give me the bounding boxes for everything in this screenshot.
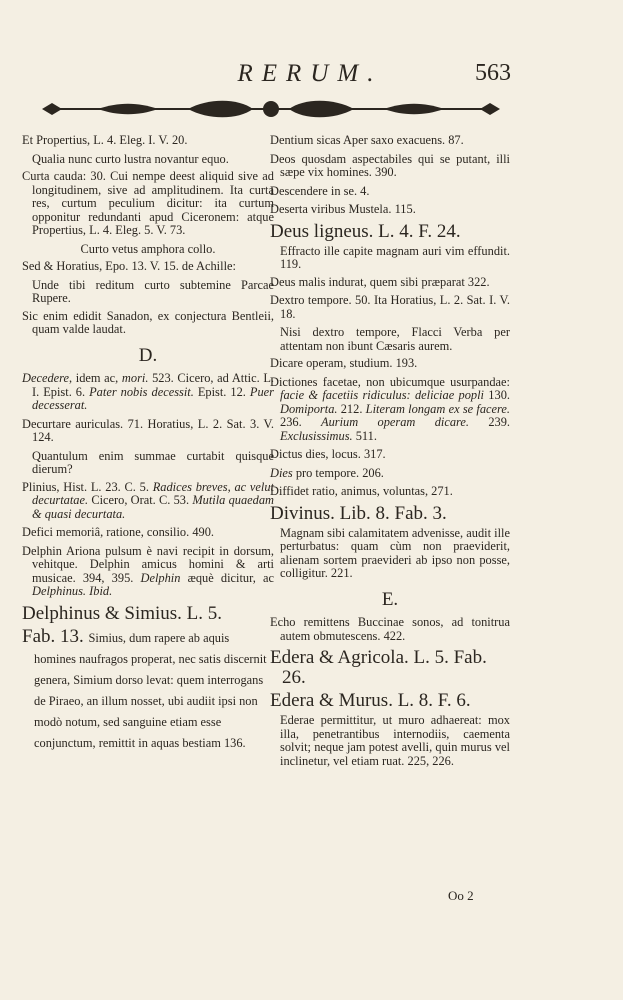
running-head: RERUM. bbox=[237, 60, 383, 87]
fable-heading bbox=[22, 627, 274, 753]
entry-text: 523. Cicero, ad Attic. L. I. Epist. 6. bbox=[32, 371, 274, 399]
entry: Sed & Horatius, Epo. 13. V. 15. de Achille: bbox=[22, 259, 236, 273]
entry-text: 236. bbox=[280, 415, 322, 429]
fable-number: Fab. 13. bbox=[22, 625, 84, 647]
entry-italic: Delphinus. bbox=[32, 584, 87, 598]
entry-text: Cicero, Orat. C. 53. bbox=[88, 493, 193, 507]
fable-heading: Deus ligneus. L. 4. F. 24. bbox=[270, 220, 461, 242]
entry: Deos quosdam aspectabiles qui se putant, illi sæpe vix homines. 390. bbox=[270, 151, 510, 179]
quotation: Ederae permittitur, ut muro adhaereat: mox illa, penetrantibus internodiis, caementa solvit; neque jam potest avelli, quin murus vel inclinetur, vel etiam ruat. 225, 226. bbox=[280, 713, 510, 768]
entry: Curta cauda: 30. Cui nempe deest aliquid sive ad longitudinem, sive ad amplitudinem. Ita curta res, curtum peculium dicitur: ita curtum opponitur redundanti apud Ciceronem: atque Propertius, L. 4. Eleg. 5. V. 73. bbox=[22, 169, 274, 237]
fable-heading: Edera & Agricola. L. 5. Fab. 26. bbox=[270, 647, 487, 688]
entry-italic: Domiporta. bbox=[280, 401, 338, 416]
entry-text: Simius, dum rapere ab aquis homines naufragos properat, nec satis discernit genera, Simium dorso levat: quem interrogans de Piraeo, an illum nosset, ubi audiit ipsi non modò notum, sed sanguine etiam esse conjunctum, remittit in aquas bestiam 136. bbox=[34, 630, 267, 750]
entry-headword: Decedere bbox=[22, 371, 70, 385]
entry-italic: Pater nobis decessit. bbox=[89, 384, 194, 399]
entry-text: , idem ac, bbox=[69, 371, 122, 385]
quotation: Qualia nunc curto lustra novantur equo. bbox=[32, 151, 229, 166]
catchword: Oo 2 bbox=[448, 888, 474, 903]
entry: Diffidet ratio, animus, voluntas, 271. bbox=[270, 484, 453, 498]
quotation: Effracto ille capite magnam auri vim effundit. 119. bbox=[280, 243, 510, 271]
entry: Echo remittens Buccinae sonos, ad tonitrua autem obmutescens. 422. bbox=[270, 615, 510, 643]
decorative-rule-icon bbox=[38, 96, 504, 122]
entry: Deserta viribus Mustela. 115. bbox=[270, 202, 416, 216]
entry-italic: Ibid. bbox=[89, 584, 113, 598]
entry: Dentium sicas Aper saxo exacuens. 87. bbox=[270, 133, 464, 147]
entry-headword: Dies bbox=[270, 465, 293, 480]
left-column bbox=[22, 134, 274, 756]
page-number: 563 bbox=[475, 60, 511, 86]
entry-italic: Aurium operam dicare. bbox=[321, 415, 469, 429]
entry bbox=[270, 376, 510, 444]
entry-italic: Literam longam ex se facere. bbox=[365, 401, 510, 416]
entry: Dictus dies, locus. 317. bbox=[270, 447, 386, 461]
entry-text: Delphin Ariona pulsum è navi recipit in dorsum, vehitque. Delphin amicus homini & arti musicae. 394, 395. bbox=[22, 543, 274, 585]
entry-italic: Mutila quaedam & quasi decurtata. bbox=[32, 493, 275, 521]
entry: Defici memoriâ, ratione, consilio. 490. bbox=[22, 525, 215, 539]
quotation: Nisi dextro tempore, Flacci Verba per attentam non ibunt Cæsaris aurem. bbox=[280, 325, 510, 353]
entry-italic: Puer decesserat. bbox=[32, 384, 274, 412]
fable-heading: Edera & Murus. L. 8. F. 6. bbox=[270, 690, 471, 711]
entry: Dicare operam, studium. 193. bbox=[270, 356, 418, 370]
entry-italic: Radices breves, ac velut decurtatae. bbox=[32, 479, 274, 507]
entry-italic: facie & facetiis ridiculus: deliciae popli bbox=[280, 388, 484, 402]
fable-heading: Divinus. Lib. 8. Fab. 3. bbox=[270, 502, 447, 524]
entry-text: æquè dicitur, ac bbox=[180, 570, 274, 585]
section-letter: E. bbox=[381, 588, 399, 610]
entry: Descendere in se. 4. bbox=[270, 183, 370, 198]
entry bbox=[270, 467, 510, 481]
quotation: Unde tibi reditum curto subtemine Parcae Rupere. bbox=[32, 277, 274, 305]
entry bbox=[22, 372, 274, 413]
section-letter: D. bbox=[138, 344, 158, 366]
entry-italic: Exclusissimus. bbox=[280, 428, 353, 443]
entry: Et Propertius, L. 4. Eleg. I. V. 20. bbox=[22, 133, 188, 147]
entry-text: Dictiones facetae, non ubicumque usurpandae: bbox=[270, 374, 510, 389]
entry: Decurtare auriculas. 71. Horatius, L. 2. Sat. 3. V. 124. bbox=[22, 416, 274, 444]
right-column bbox=[270, 134, 510, 772]
entry-italic: Delphin bbox=[140, 570, 181, 585]
entry bbox=[22, 481, 274, 522]
quotation: Magnam sibi calamitatem advenisse, audit ille perturbatus: quam cùm non praeviderit, alienam sortem praevideri ab ipso non posse, colligitur. 221. bbox=[280, 525, 510, 580]
quotation: Quantulum enim summae curtabit quisque dierum? bbox=[32, 448, 274, 476]
entry-text: 239. bbox=[469, 415, 511, 429]
fable-heading: Delphinus & Simius. L. 5. bbox=[22, 602, 223, 624]
entry-text: pro tempore. 206. bbox=[292, 465, 384, 480]
entry: Deus malis indurat, quem sibi præparat 322. bbox=[270, 274, 490, 289]
entry: Dextro tempore. 50. Ita Horatius, L. 2. Sat. I. V. 18. bbox=[270, 293, 510, 321]
entry-text: 212. bbox=[337, 401, 366, 416]
entry-text: 511. bbox=[352, 428, 377, 443]
entry bbox=[22, 545, 274, 599]
entry-text: 130. bbox=[483, 388, 510, 402]
entry-text: Plinius, Hist. L. 23. C. 5. bbox=[22, 479, 153, 494]
entry-italic: mori. bbox=[121, 371, 149, 385]
entry: Sic enim edidit Sanadon, ex conjectura Bentleii, quam valde laudat. bbox=[22, 308, 274, 336]
entry-text: Epist. 12. bbox=[193, 384, 250, 399]
quotation: Curto vetus amphora collo. bbox=[80, 241, 216, 256]
